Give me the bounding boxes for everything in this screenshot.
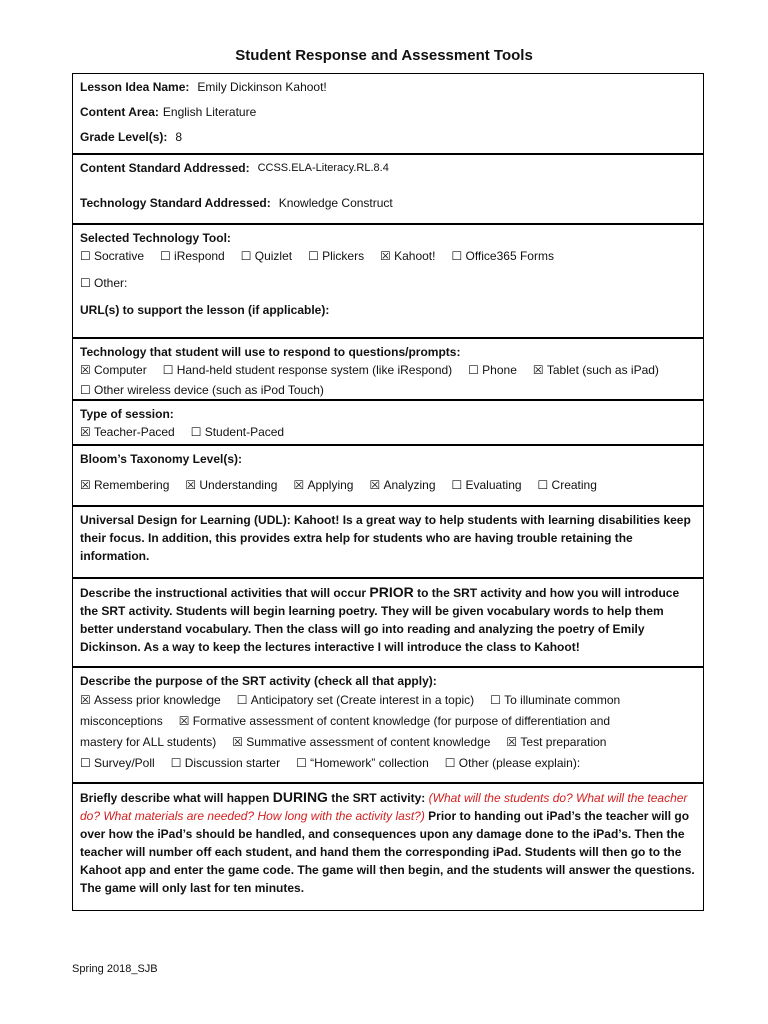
checkbox-icon: ☒ <box>369 478 381 492</box>
page-title: Student Response and Assessment Tools <box>235 47 533 64</box>
content-standard-label: Content Standard Addressed: <box>80 161 250 175</box>
checkbox-icon: ☐ <box>190 425 202 439</box>
checkbox-icon: ☒ <box>185 478 197 492</box>
udl-paragraph <box>80 511 696 565</box>
option-label: iRespond <box>174 249 225 263</box>
option-label: Creating <box>551 478 597 492</box>
tool-option[interactable] <box>451 247 553 265</box>
tool-option[interactable] <box>380 247 435 265</box>
checkbox-icon: ☒ <box>232 735 244 749</box>
student-tech-option[interactable] <box>80 361 147 379</box>
lesson-name-value: Emily Dickinson Kahoot! <box>197 80 327 94</box>
blooms-heading: Bloom’s Taxonomy Level(s): <box>80 452 243 466</box>
lesson-name-row <box>80 78 696 96</box>
content-area-value: English Literature <box>162 105 257 119</box>
session-type-section <box>73 399 703 444</box>
grade-level-value: 8 <box>175 130 183 144</box>
tech-standard-label: Technology Standard Addressed: <box>80 196 271 210</box>
student-tech-heading: Technology that student will use to respond to questions/prompts: <box>80 345 461 359</box>
checkbox-icon: ☒ <box>80 693 91 707</box>
student-tech-other-row <box>80 381 696 399</box>
during-emphasis: DURING <box>272 789 328 805</box>
content-standard-value: CCSS.ELA-Literacy.RL.8.4 <box>257 162 389 174</box>
checkbox-icon: ☐ <box>80 383 91 397</box>
purpose-row2-prefix: misconceptions <box>80 714 163 728</box>
during-section <box>73 782 703 910</box>
purpose-option[interactable] <box>179 712 610 730</box>
checkbox-icon: ☐ <box>537 478 549 492</box>
tech-standard-row <box>80 194 696 212</box>
blooms-options-row <box>80 476 696 494</box>
checkbox-icon: ☐ <box>451 478 463 492</box>
tech-standard-value: Knowledge Construct <box>278 196 393 210</box>
purpose-option[interactable] <box>232 733 490 751</box>
during-prompt-pre: Briefly describe what will happen <box>80 791 273 805</box>
student-tech-section <box>73 337 703 399</box>
tool-option[interactable] <box>308 247 364 265</box>
option-label: “Homework” collection <box>310 756 429 770</box>
checkbox-icon: ☐ <box>80 249 91 263</box>
during-text: Prior to handing out iPad’s the teacher will go over how the iPad’s should be handled, and consequences upon any damage done to the iPad’s. Then the teacher will number off each student, and hand them the corresponding iPad. Students will then go to the Kahoot app and enter the game code. The game will then begin, and the students will answer the questions. The game will only last for ten minutes. <box>80 809 695 895</box>
purpose-section <box>73 666 703 782</box>
option-label: Teacher-Paced <box>94 425 175 439</box>
prior-emphasis: PRIOR <box>369 584 414 600</box>
option-label: Socrative <box>94 249 145 263</box>
url-label: URL(s) to support the lesson (if applicable): <box>80 303 330 317</box>
checkbox-icon: ☒ <box>293 478 305 492</box>
checkbox-icon: ☐ <box>80 276 91 290</box>
purpose-row3-prefix: mastery for ALL students) <box>80 735 217 749</box>
during-paragraph <box>80 788 696 897</box>
checkbox-icon: ☒ <box>80 425 91 439</box>
content-area-row <box>80 103 696 121</box>
blooms-section <box>73 444 703 505</box>
blooms-option[interactable] <box>185 476 277 494</box>
udl-section <box>73 505 703 577</box>
option-label: Phone <box>482 363 517 377</box>
student-tech-options-row <box>80 361 696 379</box>
checkbox-icon: ☒ <box>380 249 391 263</box>
option-label: Formative assessment of content knowledge (for purpose of differentiation and <box>192 714 611 728</box>
blooms-option[interactable] <box>80 476 169 494</box>
checkbox-icon: ☐ <box>160 249 171 263</box>
session-type-heading: Type of session: <box>80 407 174 421</box>
purpose-option[interactable] <box>237 691 474 709</box>
checkbox-icon: ☐ <box>236 693 248 707</box>
purpose-option[interactable] <box>171 754 280 772</box>
tool-option[interactable] <box>80 247 144 265</box>
checkbox-icon: ☐ <box>80 756 91 770</box>
purpose-row-1 <box>80 691 696 709</box>
option-label: Student-Paced <box>204 425 285 439</box>
tool-option-other[interactable] <box>80 274 127 292</box>
option-label: Computer <box>94 363 147 377</box>
prior-text: Students will begin learning poetry. They will be given vocabulary words to help them better understand vocabulary. Then the class will go into reading and analyzing the poetry of Emily Dickinson. As a way to keep the lectures interactive I will introduce the class to Kahoot! <box>80 604 664 654</box>
student-tech-option[interactable] <box>163 361 452 379</box>
option-label: Plickers <box>322 249 365 263</box>
option-label: Evaluating <box>465 478 522 492</box>
checkbox-icon: ☐ <box>240 249 252 263</box>
form-table <box>72 73 704 911</box>
purpose-option[interactable] <box>445 754 580 772</box>
purpose-option[interactable] <box>490 691 620 709</box>
session-options-row <box>80 423 696 441</box>
standards-section <box>73 153 703 223</box>
checkbox-icon: ☒ <box>80 478 91 492</box>
udl-text: Kahoot! Is a great way to help students with learning disabilities keep their focus. In addition, this provides extra help for students who are having trouble retaining the information. <box>80 513 691 563</box>
option-label: Anticipatory set (Create interest in a topic) <box>250 693 475 707</box>
page-footer: Spring 2018_SJB <box>72 963 158 975</box>
blooms-option[interactable] <box>452 476 522 494</box>
option-label: Other (please explain): <box>458 756 581 770</box>
student-tech-option-other[interactable] <box>80 381 324 399</box>
option-label: Analyzing <box>383 478 436 492</box>
checkbox-icon: ☐ <box>296 756 307 770</box>
checkbox-icon: ☐ <box>170 756 182 770</box>
lesson-name-label: Lesson Idea Name: <box>80 80 190 94</box>
option-label: Survey/Poll <box>94 756 155 770</box>
purpose-option[interactable] <box>80 754 155 772</box>
prior-prompt-pre: Describe the instructional activities that will occur <box>80 586 370 600</box>
prior-section <box>73 577 703 666</box>
checkbox-icon: ☐ <box>490 693 501 707</box>
grade-level-label: Grade Level(s): <box>80 130 168 144</box>
blooms-option[interactable] <box>538 476 597 494</box>
option-label: Tablet (such as iPad) <box>546 363 659 377</box>
checkbox-icon: ☐ <box>451 249 463 263</box>
option-label: Quizlet <box>254 249 293 263</box>
checkbox-icon: ☐ <box>468 363 479 377</box>
option-label: Assess prior knowledge <box>94 693 221 707</box>
option-label: Summative assessment of content knowledge <box>246 735 491 749</box>
purpose-row-2 <box>80 712 696 730</box>
option-label: Understanding <box>199 478 278 492</box>
checkbox-icon: ☐ <box>162 363 174 377</box>
purpose-option[interactable] <box>506 733 606 751</box>
session-option[interactable] <box>80 423 175 441</box>
grade-level-row <box>80 128 696 146</box>
checkbox-icon: ☒ <box>178 714 190 728</box>
option-label: Remembering <box>94 478 170 492</box>
option-label: Test preparation <box>520 735 607 749</box>
option-label: To illuminate common <box>504 693 621 707</box>
option-label: Kahoot! <box>394 249 436 263</box>
prior-prompt-post: to the SRT activity and how you will introduce the SRT activity. <box>80 586 680 618</box>
student-tech-option[interactable] <box>468 361 517 379</box>
lesson-info-section <box>73 74 703 153</box>
tool-other-row <box>80 274 696 292</box>
checkbox-icon: ☒ <box>506 735 518 749</box>
checkbox-icon: ☐ <box>444 756 456 770</box>
tool-option[interactable] <box>160 247 225 265</box>
session-option[interactable] <box>191 423 284 441</box>
selected-tool-heading: Selected Technology Tool: <box>80 231 231 245</box>
tool-options-row <box>80 247 696 265</box>
student-tech-option[interactable] <box>533 361 659 379</box>
content-standard-row <box>80 159 696 177</box>
option-label: Discussion starter <box>184 756 281 770</box>
purpose-option[interactable] <box>80 691 221 709</box>
checkbox-icon: ☐ <box>308 249 319 263</box>
option-label: Office365 Forms <box>465 249 554 263</box>
blooms-option[interactable] <box>369 476 435 494</box>
checkbox-icon: ☒ <box>80 363 91 377</box>
selected-tool-section <box>73 223 703 337</box>
content-area-label: Content Area: <box>80 105 159 119</box>
purpose-row-3 <box>80 733 696 751</box>
purpose-row-4 <box>80 754 696 772</box>
udl-label: Universal Design for Learning (UDL): <box>80 513 291 527</box>
prior-paragraph <box>80 583 696 656</box>
option-label: Other: <box>94 276 128 290</box>
during-prompt-post: the SRT activity: <box>327 791 429 805</box>
purpose-heading: Describe the purpose of the SRT activity (check all that apply): <box>80 674 437 688</box>
during-guiding-questions: (What will the students do? What will the teacher do? What materials are needed? How long with the activity last?) <box>80 791 688 823</box>
tool-option[interactable] <box>241 247 292 265</box>
purpose-option[interactable] <box>296 754 429 772</box>
option-label: Other wireless device (such as iPod Touch) <box>94 383 324 397</box>
checkbox-icon: ☒ <box>532 363 544 377</box>
option-label: Hand-held student response system (like iRespond) <box>176 363 453 377</box>
option-label: Applying <box>307 478 354 492</box>
blooms-option[interactable] <box>293 476 353 494</box>
